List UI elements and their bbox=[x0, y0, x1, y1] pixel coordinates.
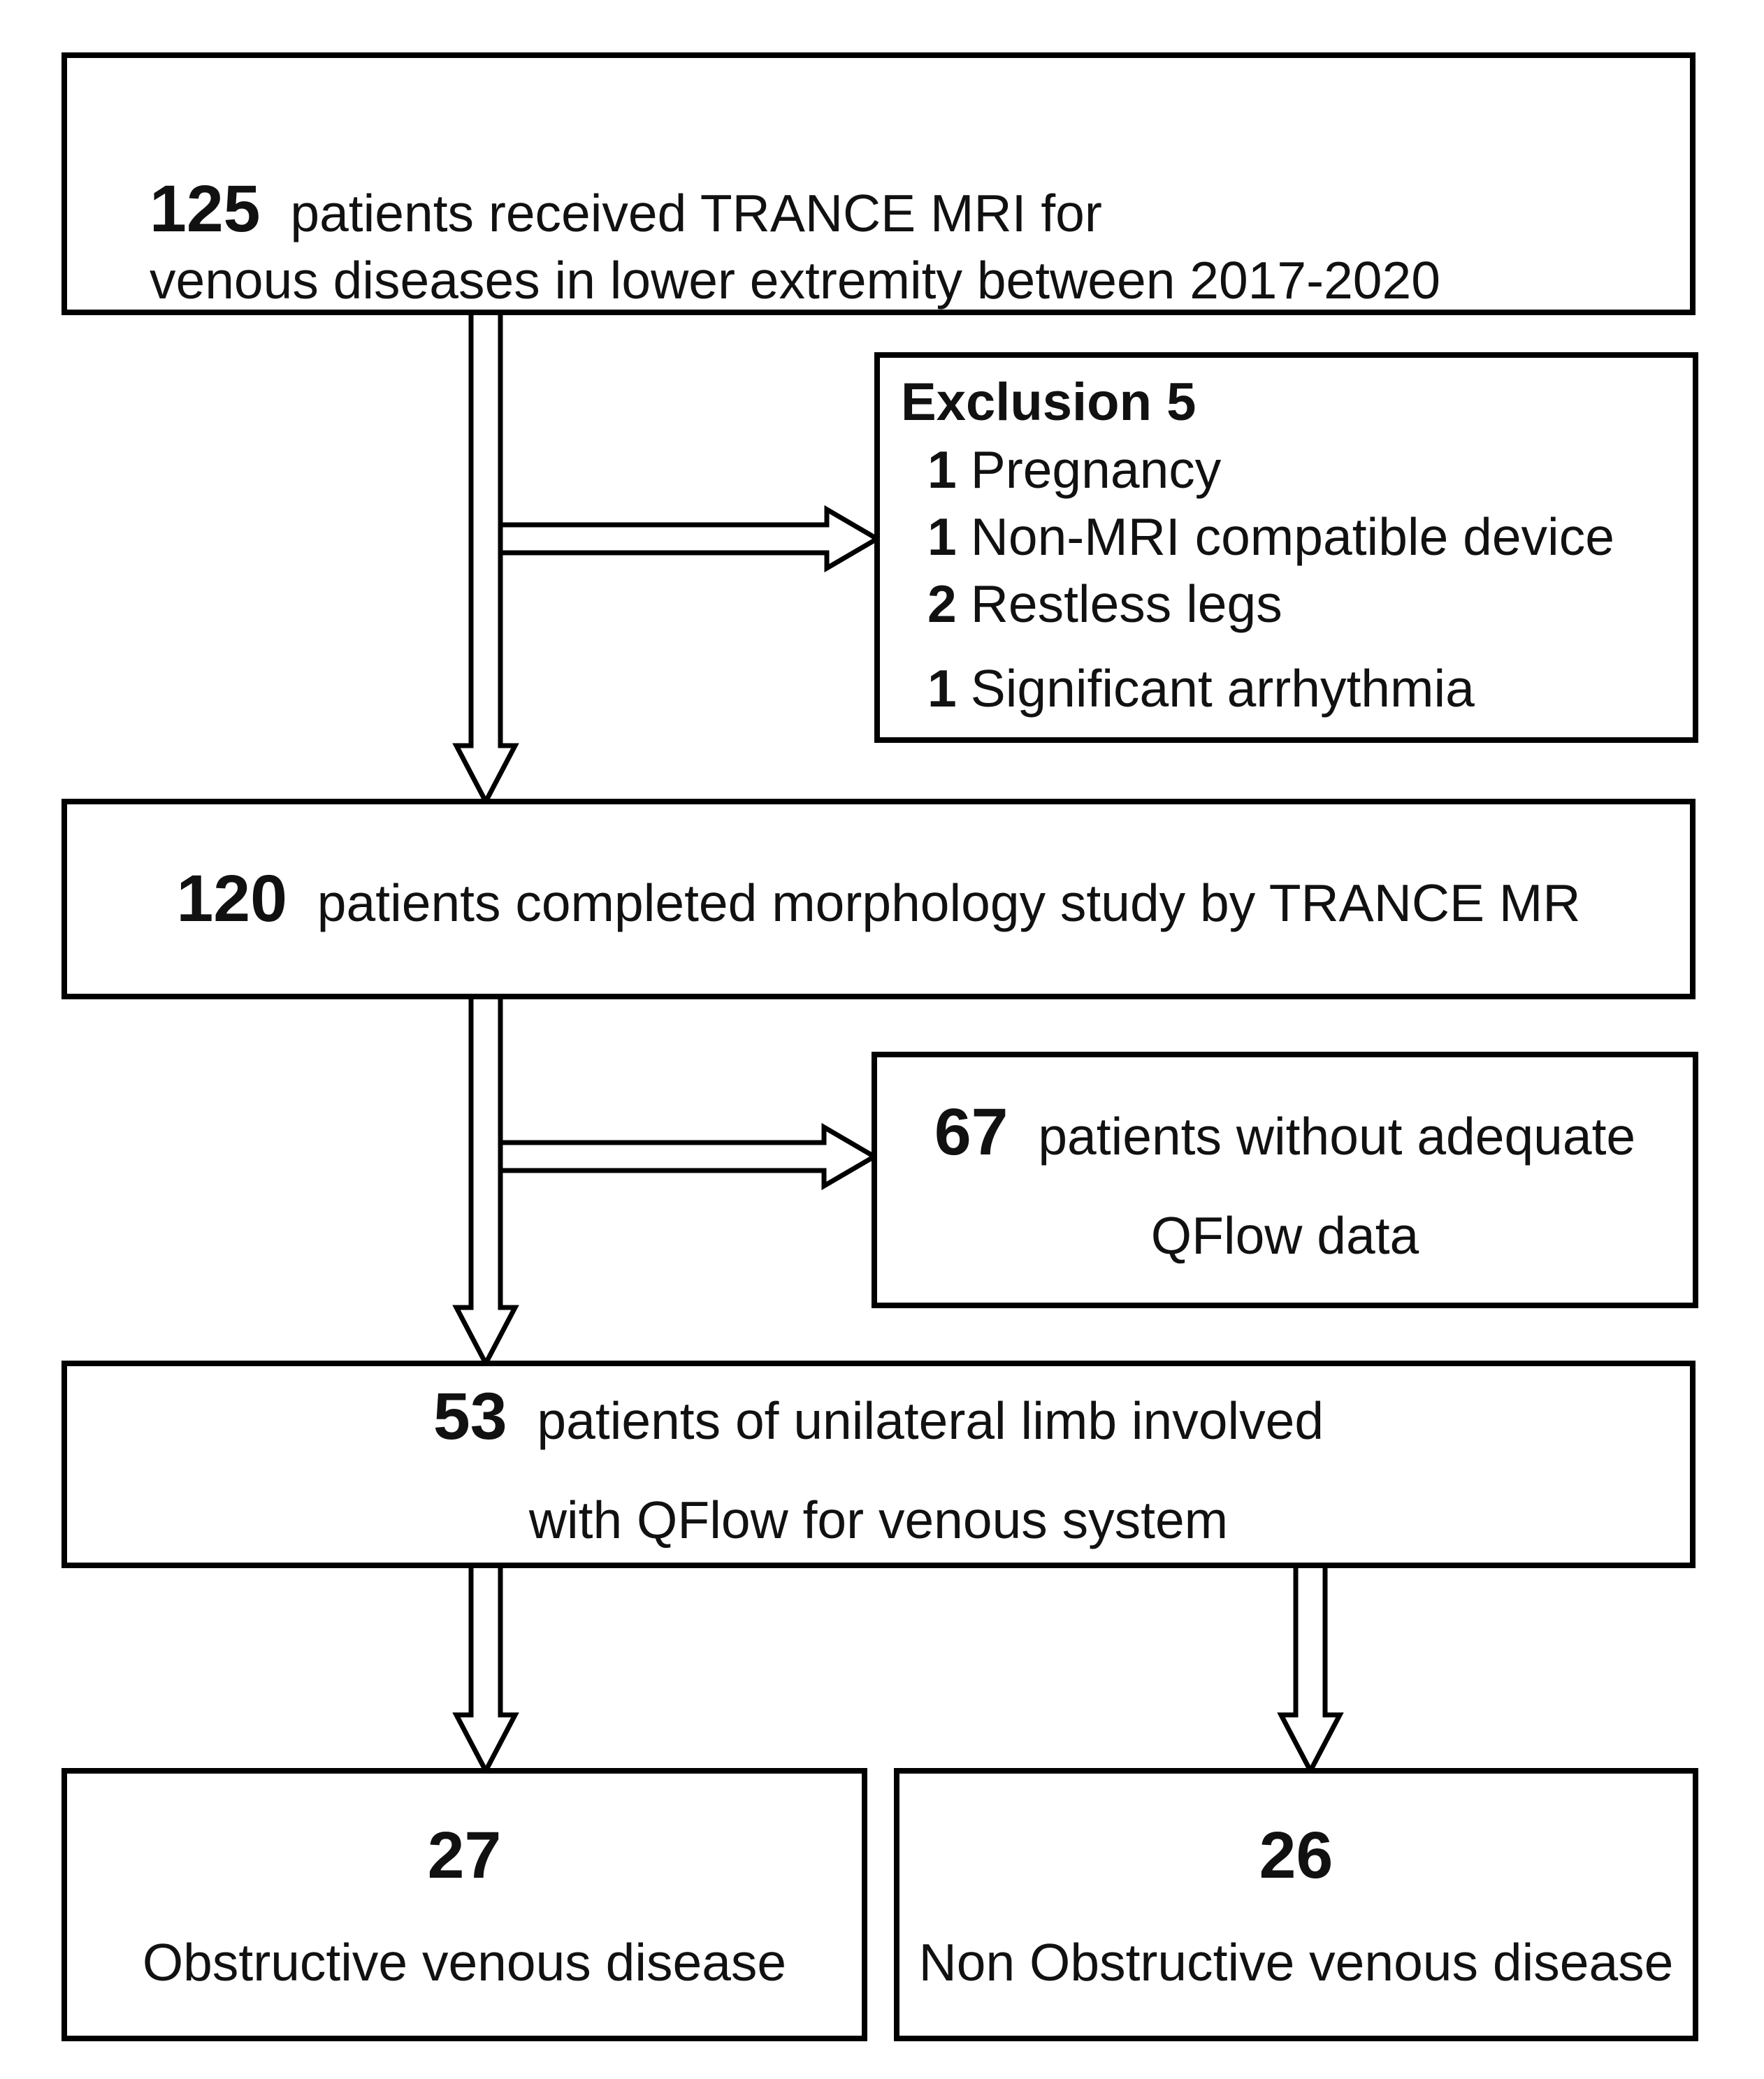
down-arrow-53-to-27 bbox=[456, 1563, 515, 1771]
received-line1: 125 patients received TRANCE MRI for bbox=[150, 172, 1102, 246]
box-obstructive bbox=[62, 1768, 867, 2041]
no-qflow-line2: QFlow data bbox=[1150, 1206, 1419, 1265]
completed-line: 120 patients completed morphology study by TRANCE MR bbox=[176, 862, 1581, 936]
exclusion-title: Exclusion 5 bbox=[901, 372, 1197, 432]
unilateral-count: 53 bbox=[433, 1379, 507, 1454]
exclusion-item: 1 Pregnancy bbox=[927, 440, 1222, 499]
box-patients-received bbox=[62, 52, 1696, 315]
box-without-qflow bbox=[872, 1052, 1698, 1308]
branch-arrow-to-exclusion bbox=[500, 509, 877, 568]
received-line2: venous diseases in lower extremity between 2017-2020 bbox=[150, 251, 1440, 310]
obstructive-count: 27 bbox=[427, 1818, 502, 1892]
exclusion-item: 1 Non-MRI compatible device bbox=[927, 507, 1614, 566]
branch-arrow-to-67 bbox=[500, 1127, 874, 1186]
box-non-obstructive bbox=[894, 1768, 1698, 2041]
unilateral-line2: with QFlow for venous system bbox=[528, 1491, 1229, 1549]
exclusion-list bbox=[901, 369, 1614, 722]
unilateral-line1: 53 patients of unilateral limb involved bbox=[433, 1379, 1324, 1454]
non-obstructive-count: 26 bbox=[1259, 1818, 1333, 1892]
exclusion-item: 2 Restless legs bbox=[927, 574, 1282, 633]
box-unilateral-limb bbox=[62, 1361, 1696, 1568]
completed-count: 120 bbox=[176, 862, 287, 936]
exclusion-item: 1 Significant arrhythmia bbox=[927, 659, 1475, 718]
no-qflow-count: 67 bbox=[934, 1095, 1008, 1169]
down-arrow-120-to-53 bbox=[456, 994, 515, 1363]
down-arrow-53-to-26 bbox=[1281, 1563, 1340, 1771]
box-completed-morphology bbox=[62, 799, 1696, 999]
received-count: 125 bbox=[150, 172, 261, 246]
non-obstructive-label: Non Obstructive venous disease bbox=[918, 1932, 1674, 1992]
down-arrow-125-to-120 bbox=[456, 312, 515, 802]
obstructive-label: Obstructive venous disease bbox=[142, 1932, 787, 1992]
no-qflow-line1: 67 patients without adequate bbox=[934, 1095, 1636, 1169]
